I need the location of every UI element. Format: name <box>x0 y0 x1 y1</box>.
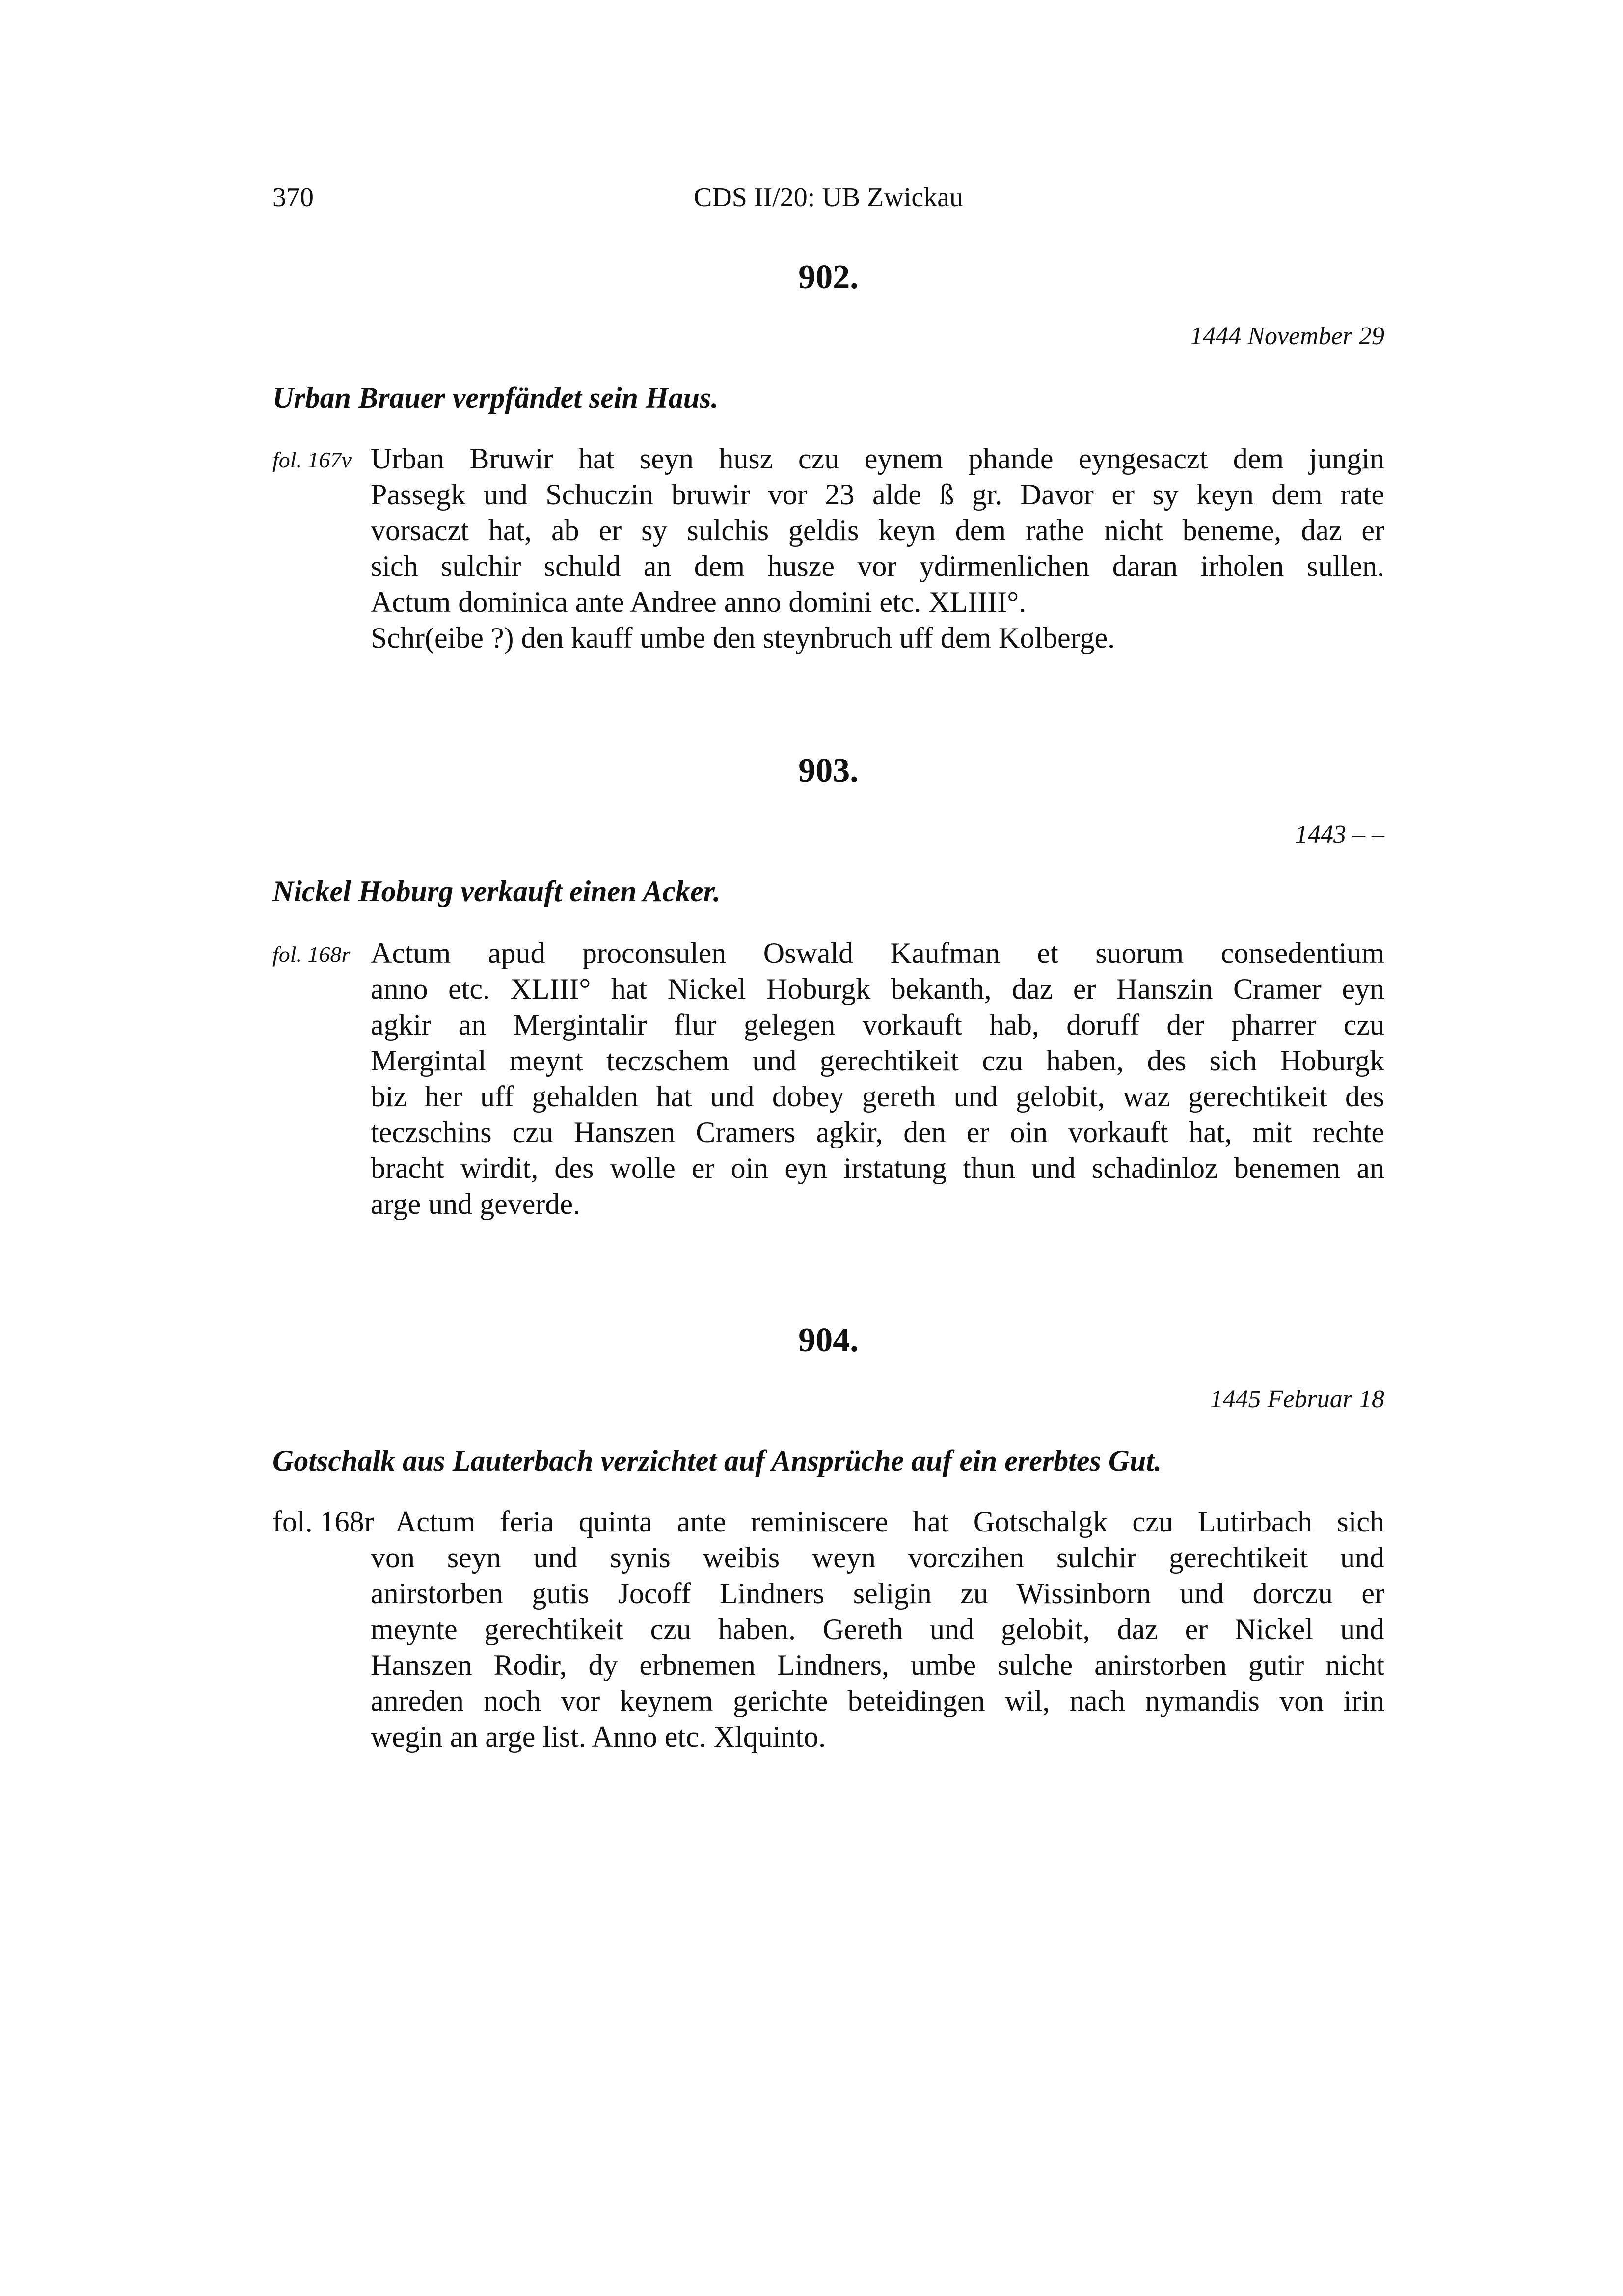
entry-date: 1444 November 29 <box>1190 322 1384 350</box>
entry-date: 1445 Februar 18 <box>1210 1385 1384 1413</box>
entry-text <box>371 441 1384 656</box>
text-line: Mergintal meynt teczschem und gerechtikeit czu haben, des sich Hoburgk <box>371 1044 1384 1077</box>
entry-904 <box>272 1318 1384 1785</box>
entry-902 <box>272 255 1384 673</box>
folio-reference: fol. 168r <box>272 1505 374 1538</box>
entry-number: 904. <box>798 1321 859 1359</box>
text-line: Hanszen Rodir, dy erbnemen Lindners, umbe sulche anirstorben gutir nicht <box>371 1649 1384 1681</box>
text-line: Urban Bruwir hat seyn husz czu eynem phande eyngesaczt dem jungin <box>371 442 1384 475</box>
entry-number: 903. <box>798 752 859 790</box>
folio-reference: fol. 167v <box>272 447 352 472</box>
text-line: Actum dominica ante Andree anno domini etc. XLIIII°. <box>371 586 1027 618</box>
entry-text-continued <box>371 1540 1384 1755</box>
text-line: Actum feria quinta ante reminiscere hat Gotschalgk czu Lutirbach sich <box>395 1505 1384 1538</box>
text-line: teczschins czu Hanszen Cramers agkir, den er oin vorkauft hat, mit rechte <box>371 1116 1384 1148</box>
text-line: anirstorben gutis Jocoff Lindners seligin zu Wissinborn und dorczu er <box>371 1577 1384 1610</box>
text-line: anreden noch vor keynem gerichte beteidingen wil, nach nymandis von irin <box>371 1685 1384 1717</box>
page-number: 370 <box>272 182 314 213</box>
entry-title: Urban Brauer verpfändet sein Haus. <box>272 382 719 414</box>
text-line: anno etc. XLIII° hat Nickel Hoburgk bekanth, daz er Hanszin Cramer eyn <box>371 973 1384 1005</box>
series-title: CDS II/20: UB Zwickau <box>693 182 964 213</box>
entry-date: 1443 – – <box>1295 820 1384 848</box>
text-line: biz her uff gehalden hat und dobey gereth und gelobit, waz gerechtikeit des <box>371 1080 1384 1113</box>
entry-title: Nickel Hoburg verkauft einen Acker. <box>272 875 721 907</box>
text-line: Actum apud proconsulen Oswald Kaufman et suorum consedentium <box>371 937 1384 969</box>
text-line: Schr(eibe ?) den kauff umbe den steynbruch uff dem Kolberge. <box>371 622 1115 654</box>
text-line: bracht wirdit, des wolle er oin eyn irstatung thun und schadinloz benemen an <box>371 1152 1384 1184</box>
text-line: arge und geverde. <box>371 1188 581 1220</box>
text-line: von seyn und synis weibis weyn vorczihen sulchir gerechtikeit und <box>371 1541 1384 1574</box>
text-line: vorsaczt hat, ab er sy sulchis geldis keyn dem rathe nicht beneme, daz er <box>371 514 1384 547</box>
text-line: sich sulchir schuld an dem husze vor ydirmenlichen daran irholen sullen. <box>371 550 1384 582</box>
entry-text <box>395 1504 1384 1540</box>
text-line: Passegk und Schuczin bruwir vor 23 alde ß gr. Davor er sy keyn dem rate <box>371 478 1384 511</box>
text-line: wegin an arge list. Anno etc. Xlquinto. <box>371 1721 826 1753</box>
running-head <box>272 178 1384 217</box>
entry-text <box>371 935 1384 1222</box>
entry-903 <box>272 749 1384 1240</box>
entry-number: 902. <box>798 258 859 296</box>
text-line: agkir an Mergintalir flur gelegen vorkauft hab, doruff der pharrer czu <box>371 1009 1384 1041</box>
folio-reference: fol. 168r <box>272 942 351 967</box>
text-line: meynte gerechtikeit czu haben. Gereth und gelobit, daz er Nickel und <box>371 1613 1384 1645</box>
entry-title: Gotschalk aus Lauterbach verzichtet auf Ansprüche auf ein ererbtes Gut. <box>272 1445 1162 1477</box>
